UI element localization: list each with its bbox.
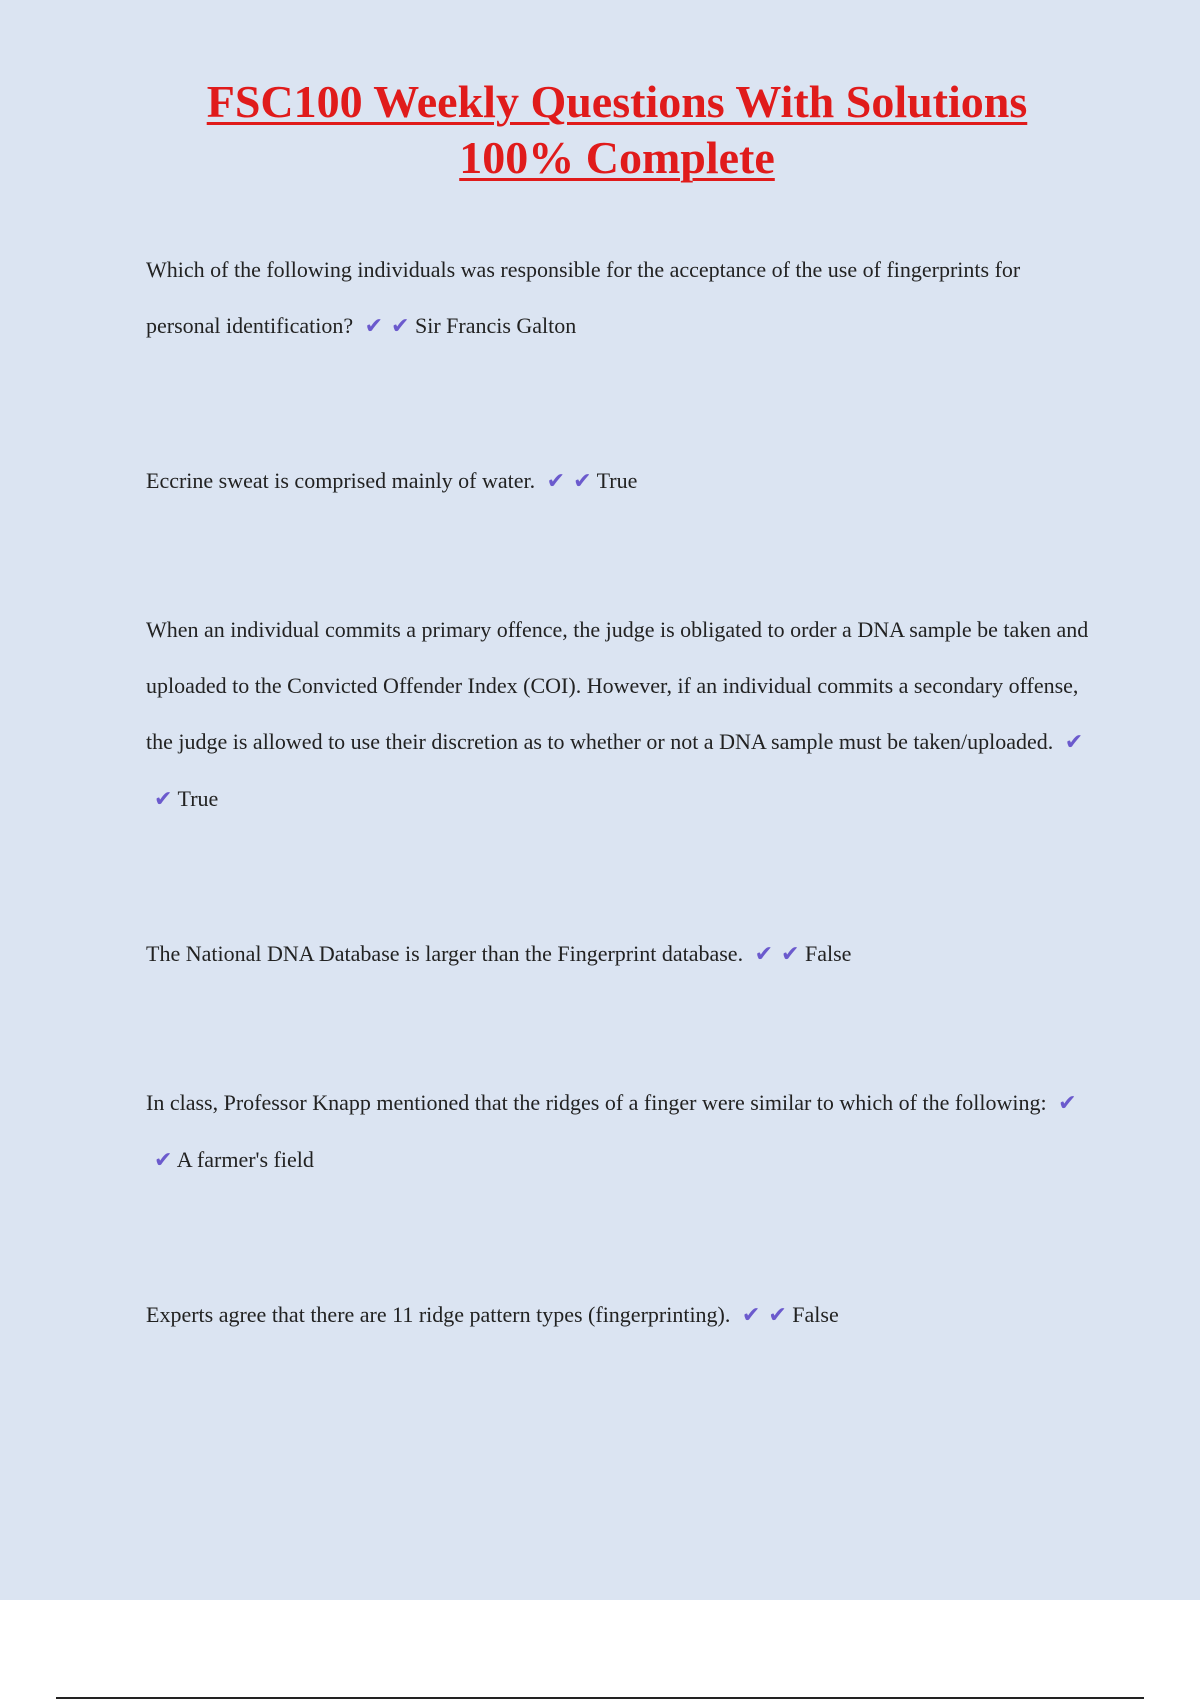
- check-icon: ✔: [154, 787, 173, 812]
- answer-text: A farmer's field: [176, 1147, 314, 1172]
- check-icon: ✔: [781, 942, 800, 967]
- check-icon: ✔: [768, 1303, 787, 1328]
- question-text: In class, Professor Knapp mentioned that the ridges of a finger were similar to which of the following:: [146, 1090, 1047, 1115]
- check-icon: ✔: [154, 1148, 173, 1173]
- check-icon: ✔: [573, 469, 592, 494]
- question-text: Eccrine sweat is comprised mainly of water.: [146, 468, 536, 493]
- answer-text: True: [596, 468, 638, 493]
- qa-item-5: [146, 1075, 1096, 1189]
- check-icon: ✔: [754, 942, 774, 967]
- qa-item-6: [146, 1287, 1096, 1344]
- check-icon: ✔: [1064, 730, 1084, 755]
- check-icon: ✔: [741, 1303, 761, 1328]
- check-icon: ✔: [546, 469, 566, 494]
- qa-item-4: [146, 926, 1096, 983]
- check-icon: ✔: [391, 314, 410, 339]
- qa-item-2: [146, 453, 1096, 510]
- check-icon: ✔: [364, 314, 384, 339]
- answer-text: False: [804, 941, 852, 966]
- footer-divider: [56, 1697, 1144, 1699]
- title-line-1: FSC100 Weekly Questions With Solutions: [206, 76, 1028, 127]
- question-text: The National DNA Database is larger than the Fingerprint database.: [146, 941, 744, 966]
- check-icon: ✔: [1058, 1091, 1077, 1116]
- question-text: Experts agree that there are 11 ridge pattern types (fingerprinting).: [146, 1302, 731, 1327]
- qa-item-1: [146, 242, 1096, 355]
- title-line-2: 100% Complete: [459, 132, 775, 183]
- question-text: When an individual commits a primary offence, the judge is obligated to order a DNA sample be taken and uploaded to the Convicted Offender Index (COI). However, if an individual commits a secondary offense, the judge is allowed to use their discretion as to whether or not a DNA sample must be taken/uploaded.: [146, 617, 1089, 754]
- document-title: [0, 74, 1200, 186]
- answer-text: Sir Francis Galton: [414, 313, 577, 338]
- qa-item-3: [146, 602, 1096, 828]
- question-text: Which of the following individuals was responsible for the acceptance of the use of fingerprints for personal identification?: [146, 257, 1021, 338]
- answer-text: False: [792, 1302, 839, 1327]
- answer-text: True: [177, 786, 219, 811]
